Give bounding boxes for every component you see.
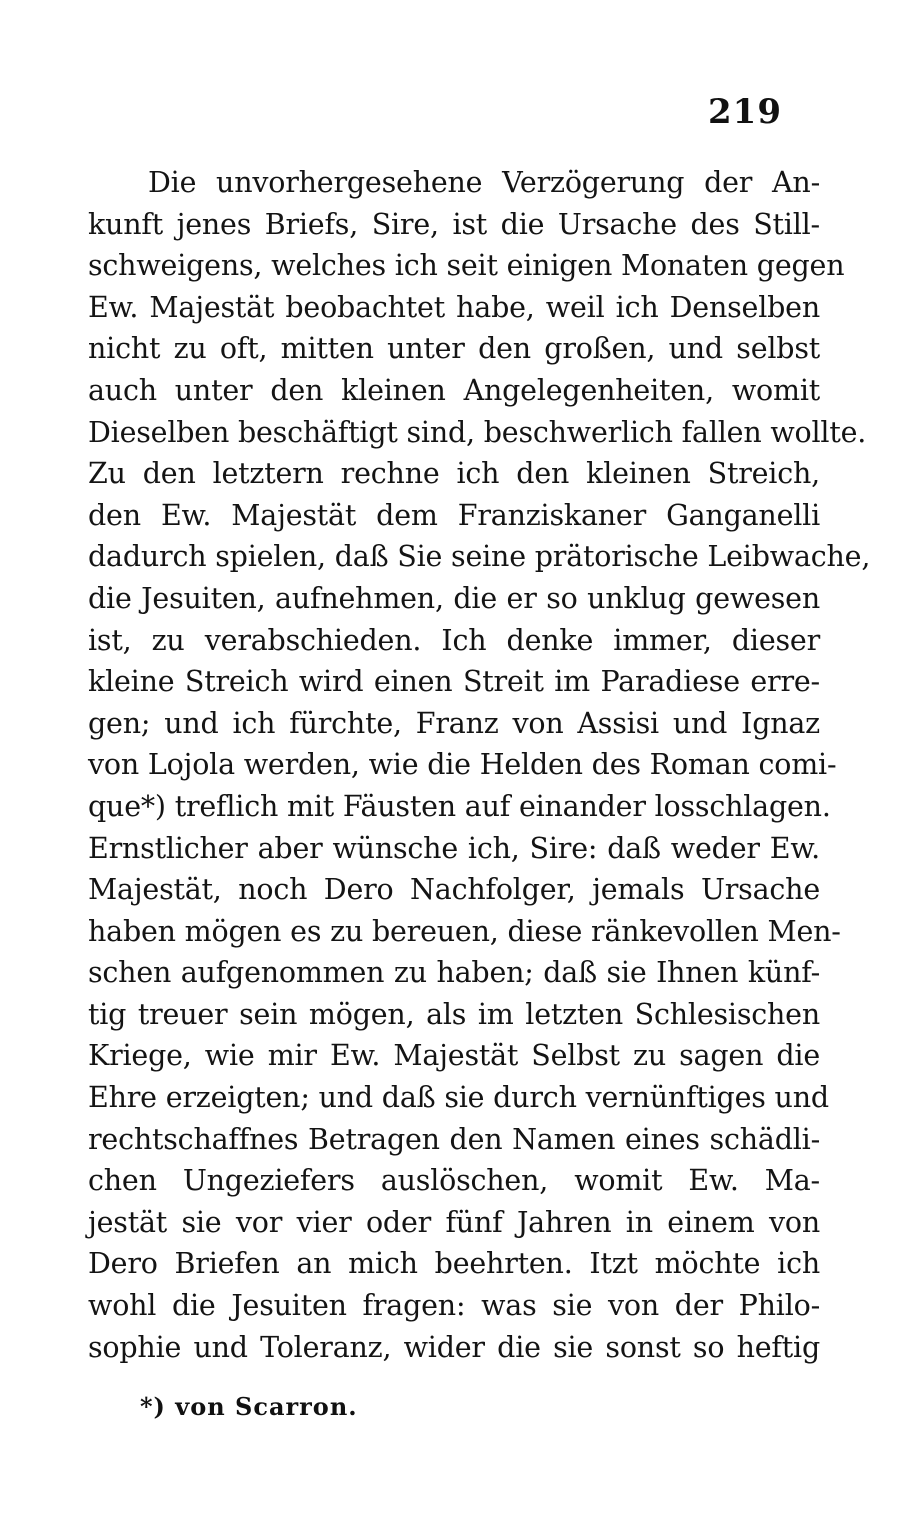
text-line: gen; und ich fürchte, Franz von Assisi und Ignaz	[88, 706, 820, 740]
text-line: kleine Streich wird einen Streit im Paradiese erre-	[88, 665, 820, 699]
text-line: chen Ungeziefers auslöschen, womit Ew. Ma-	[88, 1164, 820, 1198]
text-line: Dieselben beschäftigt sind, beschwerlich fallen wollte.	[88, 415, 867, 449]
text-line: dadurch spielen, daß Sie seine prätorische Leibwache,	[88, 540, 871, 574]
text-line: sophie und Toleranz, wider die sie sonst so heftig	[88, 1330, 820, 1364]
text-line: Ernstlicher aber wünsche ich, Sire: daß weder Ew.	[88, 831, 820, 865]
text-line: wohl die Jesuiten fragen: was sie von der Philo-	[88, 1289, 820, 1323]
text-line: Dero Briefen an mich beehrten. Itzt möchte ich	[88, 1247, 820, 1281]
body-text	[88, 162, 871, 1368]
text-line: haben mögen es zu bereuen, diese ränkevollen Men-	[88, 914, 841, 948]
text-line: Die unvorhergesehene Verzögerung der An-	[148, 166, 820, 199]
footnote: *) von Scarron.	[140, 1392, 358, 1421]
text-line: schen aufgenommen zu haben; daß sie Ihnen künf-	[88, 956, 820, 990]
text-line: auch unter den kleinen Angelegenheiten, womit	[88, 373, 820, 407]
text-line: kunft jenes Briefs, Sire, ist die Ursache des Still-	[88, 207, 820, 241]
text-line: jestät sie vor vier oder fünf Jahren in einem von	[88, 1205, 820, 1239]
text-line: que*) treflich mit Fäusten auf einander losschlagen.	[88, 789, 831, 823]
text-line: Zu den letztern rechne ich den kleinen Streich,	[88, 457, 820, 491]
text-line: nicht zu oft, mitten unter den großen, und selbst	[88, 332, 820, 366]
text-line: ist, zu verabschieden. Ich denke immer, dieser	[88, 623, 820, 657]
text-line: Ew. Majestät beobachtet habe, weil ich Denselben	[88, 290, 820, 324]
text-line: den Ew. Majestät dem Franziskaner Ganganelli	[88, 498, 820, 532]
page-number: 219	[708, 92, 782, 132]
text-line: Majestät, noch Dero Nachfolger, jemals Ursache	[88, 873, 820, 907]
text-line: von Lojola werden, wie die Helden des Roman comi-	[88, 748, 837, 782]
text-line: rechtschaffnes Betragen den Namen eines schädli-	[88, 1122, 820, 1156]
text-line: Kriege, wie mir Ew. Majestät Selbst zu sagen die	[88, 1039, 820, 1073]
text-line: Ehre erzeigten; und daß sie durch vernünftiges und	[88, 1081, 829, 1115]
text-line: tig treuer sein mögen, als im letzten Schlesischen	[88, 997, 820, 1031]
text-line: die Jesuiten, aufnehmen, die er so unklug gewesen	[88, 581, 820, 615]
text-line: schweigens, welches ich seit einigen Monaten gegen	[88, 249, 845, 283]
